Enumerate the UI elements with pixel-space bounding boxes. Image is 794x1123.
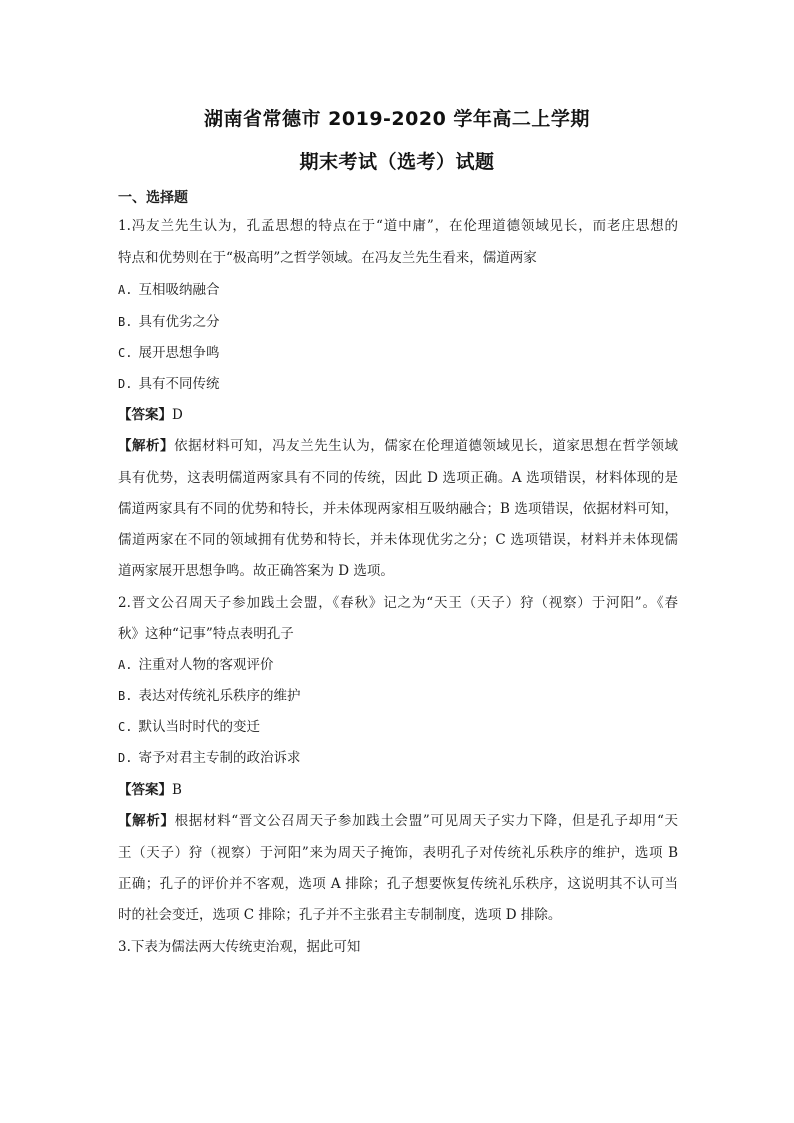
option-text: 默认当时时代的变迁 <box>138 719 260 735</box>
option-letter: C. <box>118 346 133 360</box>
analysis-tag: 【解析】 <box>118 438 175 454</box>
option-text: 具有不同传统 <box>138 376 220 392</box>
option-letter: A. <box>118 283 133 297</box>
analysis-tag: 【解析】 <box>118 813 175 829</box>
answer-value: D <box>172 407 183 423</box>
option-letter: B. <box>118 689 133 703</box>
option-letter: B. <box>118 315 133 329</box>
q1-stem-line2: 特点和优势则在于“极高明”之哲学领域。在冯友兰先生看来，儒道两家 <box>118 250 537 266</box>
option-text: 注重对人物的客观评价 <box>138 657 274 673</box>
q2-analysis-line2: 王（天子）狩（视察）于河阳”来为周天子掩饰，表明孔子对传统礼乐秩序的维护，选项 B <box>118 845 678 861</box>
answer-tag: 【答案】 <box>118 782 172 798</box>
answer-tag: 【答案】 <box>118 407 172 423</box>
option-text: 表达对传统礼乐秩序的维护 <box>138 688 301 704</box>
q2-option-a <box>118 655 678 675</box>
option-text: 展开思想争鸣 <box>138 345 220 361</box>
q2-option-c <box>118 717 678 737</box>
document-title-line1: 湖南省常德市 2019-2020 学年高二上学期 <box>204 108 590 130</box>
section-heading: 一、选择题 <box>118 190 188 206</box>
q1-analysis-line3: 儒道两家具有不同的优势和特长，并未体现两家相互吸纳融合；B 选项错误，依据材料可知， <box>118 501 678 517</box>
q2-stem-line2: 秋》这种“记事”特点表明孔子 <box>118 626 294 642</box>
q2-analysis-line1 <box>118 811 678 831</box>
document-title-line2: 期末考试（选考）试题 <box>299 151 495 173</box>
q2-stem-line1: 2.晋文公召周天子参加践土会盟，《春秋》记之为“天王（天子）狩（视察）于河阳”。《春 <box>118 595 678 611</box>
option-text: 具有优劣之分 <box>138 314 220 330</box>
q1-stem-line1: 1.冯友兰先生认为，孔孟思想的特点在于“道中庸”，在伦理道德领域见长，而老庄思想的 <box>118 218 678 234</box>
q1-analysis-line5: 道两家展开思想争鸣。故正确答案为 D 选项。 <box>118 563 394 579</box>
q1-answer <box>118 405 678 425</box>
option-letter: A. <box>118 658 133 672</box>
q1-analysis-line2: 具有优势，这表明儒道两家具有不同的传统，因此 D 选项正确。A 选项错误，材料体现的是 <box>118 470 678 486</box>
option-text: 互相吸纳融合 <box>138 282 220 298</box>
q1-option-a <box>118 280 678 300</box>
q1-option-c <box>118 343 678 363</box>
q2-analysis-line4: 时的社会变迁，选项 C 排除；孔子并不主张君主专制制度，选项 D 排除。 <box>118 907 562 923</box>
q2-option-b <box>118 686 678 706</box>
q1-analysis-line1 <box>118 436 678 456</box>
q2-analysis-line3: 正确；孔子的评价并不客观，选项 A 排除；孔子想要恢复传统礼乐秩序，这说明其不认可当 <box>118 876 678 892</box>
option-letter: C. <box>118 720 133 734</box>
q2-answer <box>118 780 678 800</box>
option-letter: D. <box>118 751 133 765</box>
q3-stem-line1: 3.下表为儒法两大传统吏治观，据此可知 <box>118 939 361 955</box>
option-letter: D. <box>118 377 133 391</box>
q1-option-d <box>118 374 678 394</box>
q1-option-b <box>118 312 678 332</box>
option-text: 寄予对君主专制的政治诉求 <box>138 750 301 766</box>
answer-value: B <box>172 782 182 798</box>
analysis-text: 依据材料可知，冯友兰先生认为，儒家在伦理道德领域见长，道家思想在哲学领域 <box>174 438 678 454</box>
analysis-text: 根据材料“晋文公召周天子参加践土会盟”可见周天子实力下降，但是孔子却用“天 <box>174 813 678 829</box>
q1-analysis-line4: 儒道两家在不同的领域拥有优势和特长，并未体现优劣之分；C 选项错误，材料并未体现儒 <box>118 532 678 548</box>
q2-option-d <box>118 748 678 768</box>
